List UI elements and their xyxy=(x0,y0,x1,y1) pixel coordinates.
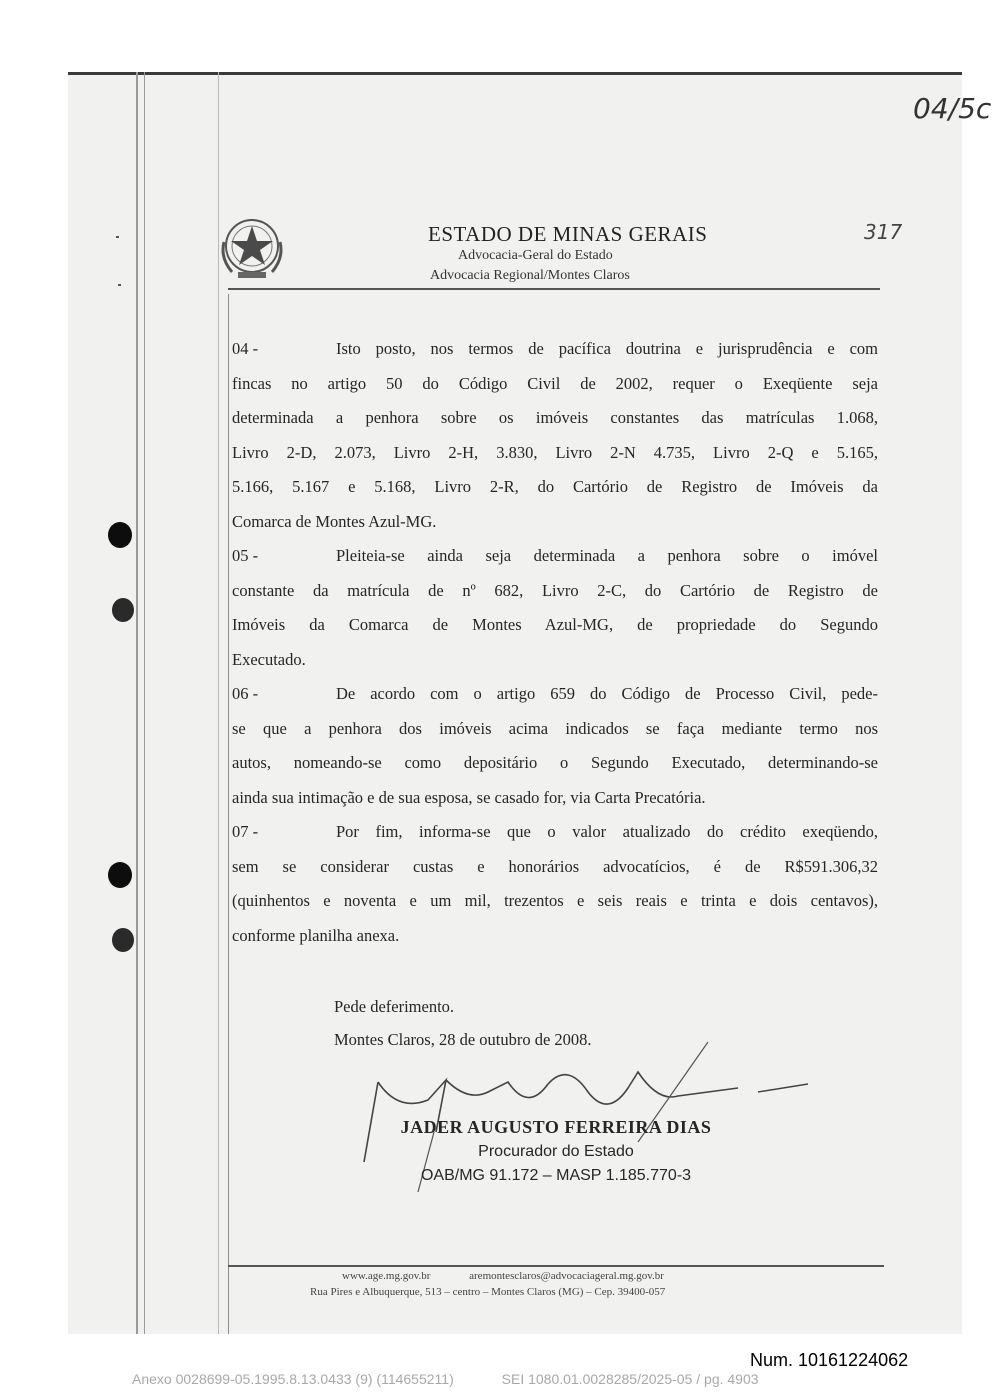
state-seal-icon xyxy=(218,212,286,282)
sei-reference: SEI 1080.01.0028285/2025-05 / pg. 4903 xyxy=(501,1371,759,1387)
binder-line xyxy=(136,72,138,1334)
handwritten-page-number: 317 xyxy=(864,220,903,244)
text-line: ainda sua intimação e de sua esposa, se casado for, via Carta Precatória. xyxy=(232,787,706,807)
signatory-registration: OAB/MG 91.172 – MASP 1.185.770-3 xyxy=(420,1167,692,1184)
punch-hole xyxy=(108,862,132,888)
paragraph-number: 04 - xyxy=(232,339,259,358)
text-line: Pleiteia-se ainda seja determinada a penhora sobre o imóvel xyxy=(336,546,878,565)
paragraph-06 xyxy=(232,677,878,815)
paragraph-04 xyxy=(232,332,878,539)
document-num: Num. 10161224062 xyxy=(750,1350,909,1370)
scanned-page xyxy=(68,72,992,1334)
annex-stamp xyxy=(132,1371,759,1387)
signatory-name: JADER AUGUSTO FERREIRA DIAS xyxy=(400,1117,712,1137)
text-line: fincas no artigo 50 do Código Civil de 2002, requer o Exeqüente seja xyxy=(232,373,878,393)
paragraph-07 xyxy=(232,815,878,953)
header-office: Advocacia Regional/Montes Claros xyxy=(430,268,630,283)
signature-block xyxy=(366,1114,746,1188)
text-line: Livro 2-D, 2.073, Livro 2-H, 3.830, Livro 2-N 4.735, Livro 2-Q e 5.165, xyxy=(232,442,878,462)
paragraph-number: 07 - xyxy=(232,822,259,841)
punch-hole xyxy=(112,928,134,952)
text-line: determinada a penhora sobre os imóveis constantes das matrículas 1.068, xyxy=(232,408,878,427)
annex-reference: Anexo 0028699-05.1995.8.13.0433 (9) (114655211) xyxy=(132,1371,454,1387)
document-body xyxy=(232,332,878,953)
text-line: se que a penhora dos imóveis acima indicados se faça mediante termo nos xyxy=(232,718,878,738)
footer-contacts xyxy=(342,1270,664,1282)
footer-email: aremontesclaros@advocaciageral.mg.gov.br xyxy=(469,1270,664,1282)
header-title: ESTADO DE MINAS GERAIS xyxy=(428,222,708,246)
footer-website: www.age.mg.gov.br xyxy=(342,1270,431,1282)
text-line: Por fim, informa-se que o valor atualizado do crédito exeqüendo, xyxy=(336,822,878,841)
signatory-role: Procurador do Estado xyxy=(478,1143,634,1160)
text-line: De acordo com o artigo 659 do Código de Processo Civil, pede- xyxy=(336,684,878,703)
paragraph-number: 06 - xyxy=(232,684,259,703)
text-line: (quinhentos e noventa e um mil, trezentos e seis reais e trinta e dois centavos), xyxy=(232,891,878,910)
text-line: Comarca de Montes Azul-MG. xyxy=(232,511,437,531)
text-line: Executado. xyxy=(232,649,306,669)
text-line: autos, nomeando-se como depositário o Segundo Executado, determinando-se xyxy=(232,753,878,772)
paragraph-number: 05 - xyxy=(232,546,259,565)
scan-speck xyxy=(118,284,121,286)
closing-place-date: Montes Claros, 28 de outubro de 2008. xyxy=(334,1030,592,1049)
text-line: 5.166, 5.167 e 5.168, Livro 2-R, do Cartório de Registro de Imóveis da xyxy=(232,477,878,496)
paragraph-05 xyxy=(232,539,878,677)
scan-top-edge xyxy=(68,72,962,75)
text-line: conforme planilha anexa. xyxy=(232,925,400,945)
punch-hole xyxy=(112,598,134,622)
text-line: Imóveis da Comarca de Montes Azul-MG, de propriedade do Segundo xyxy=(232,615,878,634)
punch-hole xyxy=(108,522,132,548)
handwritten-folio: 04/5c xyxy=(913,92,992,125)
closing-request: Pede deferimento. xyxy=(334,997,455,1016)
text-line: Isto posto, nos termos de pacífica doutrina e jurisprudência e com xyxy=(336,339,878,358)
footer-rule xyxy=(228,1265,884,1267)
text-line: sem se considerar custas e honorários advocatícios, é de R$591.306,32 xyxy=(232,856,878,876)
margin-rule xyxy=(228,294,229,1334)
header-subtitle: Advocacia-Geral do Estado xyxy=(458,248,613,263)
header-rule xyxy=(228,288,880,290)
text-line: constante da matrícula de nº 682, Livro 2-C, do Cartório de Registro de xyxy=(232,580,878,600)
binder-line xyxy=(144,72,145,1334)
scan-speck xyxy=(116,236,119,238)
footer-address: Rua Pires e Albuquerque, 513 – centro – Montes Claros (MG) – Cep. 39400-057 xyxy=(310,1286,666,1298)
